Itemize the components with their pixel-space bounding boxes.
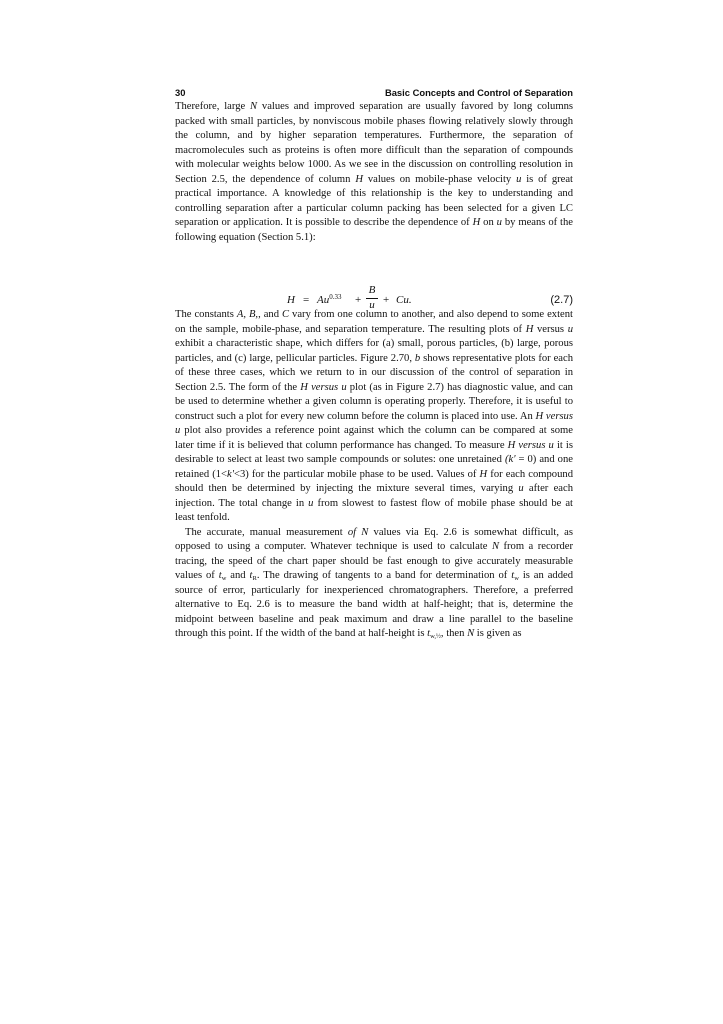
page-number: 30 bbox=[175, 87, 186, 98]
paragraph-2: The constants A, B,, and C vary from one column to another, and also depend to some extent on the sample, mobile-phase, and separation temperature. The resulting plots of H versus u exhibit a characteristic shape, which differs for (a) small, porous particles, (b) large, porous particles, and (c) large, pellicular particles. Figure 2.70, b shows representative plots for each of these three cases, which we return to in our discussion of the control of separation in Section 2.5. The form of the H versus u plot (as in Figure 2.7) has diagnostic value, and can be used to determine whether a given column is operating properly. Therefore, it is useful to construct such a plot for every new column before the column is placed into use. An H versus u plot also provides a reference point against which the column can be compared at some later time if it is believed that column performance has changed. To measure H versus u it is desirable to select at least two sample compounds or solutes: one unretained (k' = 0) and one retained (1<k'<3) for the particular mobile phase to be used. Values of H for each compound should then be determined by injecting the mixture several times, varying u after each injection. The total change in u from slowest to fastest flow of mobile phase should be at least tenfold. bbox=[175, 309, 574, 523]
fraction-denominator: u bbox=[369, 299, 375, 311]
equation-plus-1: + bbox=[355, 294, 362, 306]
equation-lhs: H bbox=[287, 294, 295, 306]
paragraph-3: The accurate, manual measurement of N values via Eq. 2.6 is somewhat difficult, as opposed to using a computer. Whatever technique is used to calculate N from a recorder tracing, the speed of the chart paper should be fast enough to give accurately measurable values of $t_w$ and $t_R$. The drawing of tangents to a band for determination of $t_w$ is an added source of error, particularly for inexperienced chromatographers. Therefore, a preferred alternative to Eq. 2.6 is to measure the band width at half-height; that is, determine the midpoint between baseline and peak maximum and draw a line parallel to the baseline through this point. If the width of the band at half-height is $t_{w,\frac{1}{2}}$, then N is given as bbox=[175, 526, 574, 640]
running-head bbox=[175, 87, 573, 101]
equation-c-term: Cu. bbox=[396, 294, 412, 306]
equation-2-7 bbox=[175, 284, 573, 318]
equation-fraction bbox=[366, 284, 378, 312]
running-title: Basic Concepts and Control of Separation bbox=[384, 87, 573, 98]
equation-a-term: $Au^{0.33}$ bbox=[317, 293, 342, 306]
equation-equals: = bbox=[303, 294, 310, 306]
fraction-numerator: B bbox=[368, 284, 376, 296]
equation-number: (2.7) bbox=[550, 294, 573, 306]
body-text bbox=[175, 100, 573, 642]
paragraph-1: Therefore, large N values and improved separation are usually favored by long columns packed with small particles, by nonviscous mobile phases flowing relatively slowly through the column, and by higher separation temperatures. Furthermore, the separation of macromolecules such as proteins is often more difficult than the separation of compounds with molecular weights below 1000. As we see in the discussion on controlling resolution in Section 2.5, the dependence of column H values on mobile-phase velocity u is of great practical importance. A knowledge of this relationship is the key to understanding and controlling separation after a particular column packing has been selected for a given LC separation or application. It is possible to describe the dependence of H on u by means of the following equation (Section 5.1): bbox=[175, 101, 573, 243]
equation-plus-2: + bbox=[383, 294, 390, 306]
